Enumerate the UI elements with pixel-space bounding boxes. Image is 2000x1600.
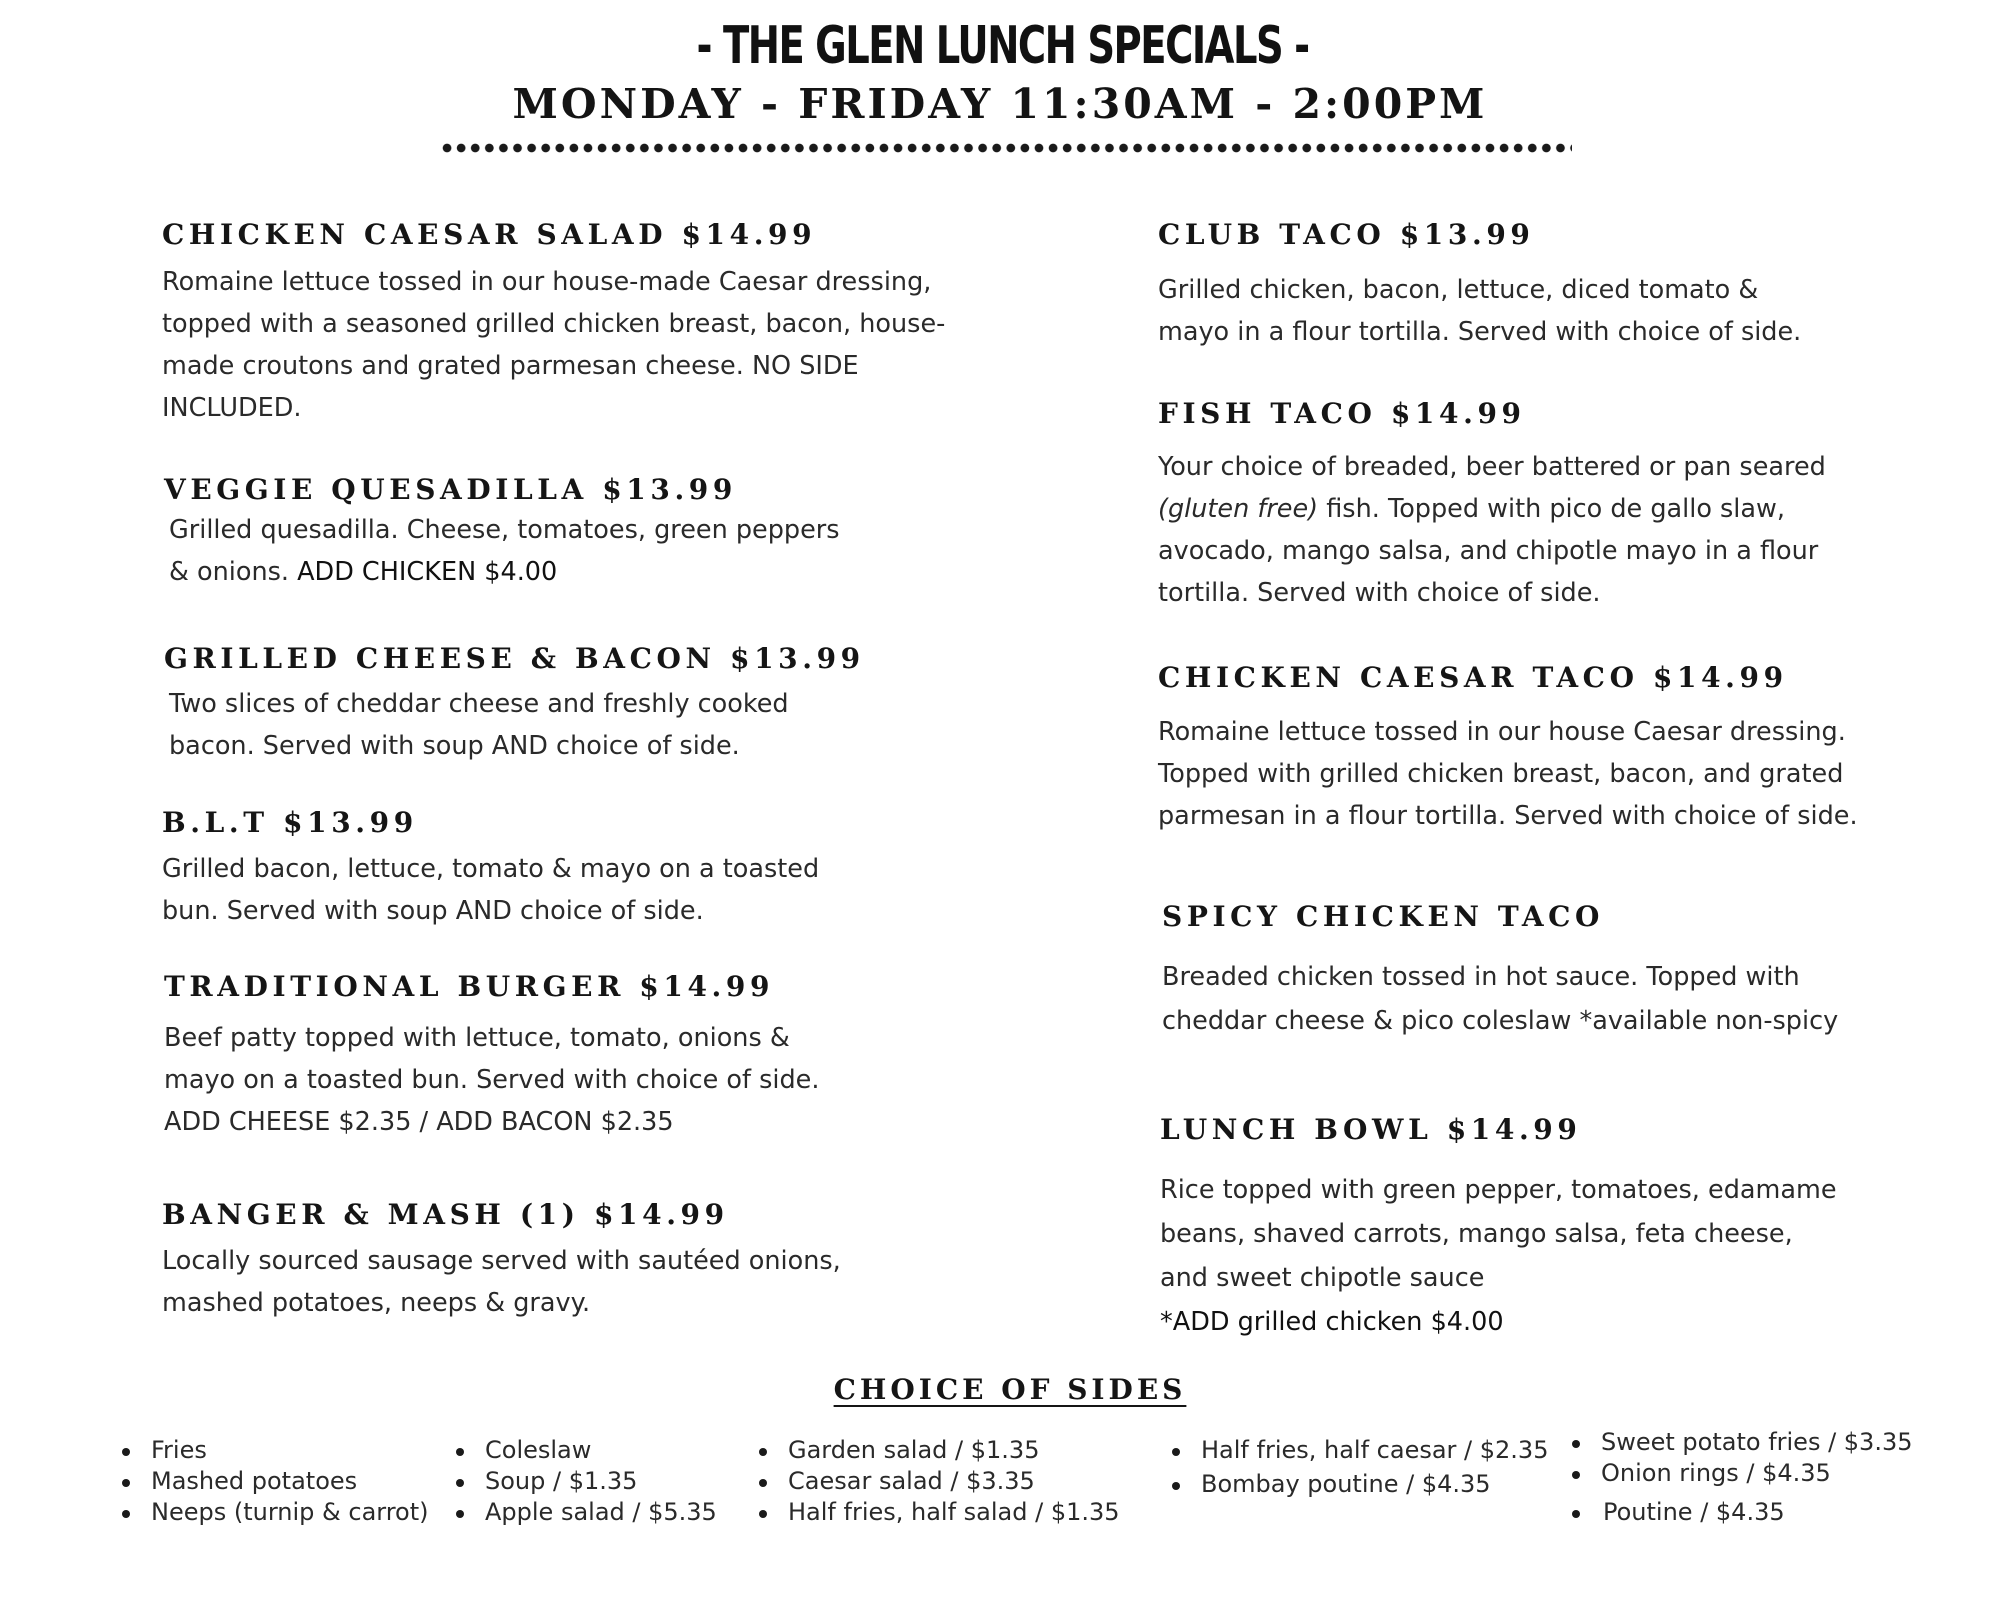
item-title: CHICKEN CAESAR SALAD $14.99 [162, 218, 817, 251]
sides-list [1568, 1427, 1913, 1528]
dotted-divider [440, 143, 1572, 153]
item-description-text: Your choice of breaded, beer battered or pan seared [1158, 452, 1826, 482]
item-description [164, 509, 840, 593]
item-title: CHICKEN CAESAR TACO $14.99 [1158, 661, 1788, 694]
menu-hours: MONDAY - FRIDAY 11:30AM - 2:00PM [512, 80, 1488, 128]
list-item: Sweet potato fries / $3.35 [1568, 1427, 1913, 1458]
item-title: VEGGIE QUESADILLA $13.99 [164, 473, 737, 506]
menu-item-grilled-cheese-bacon [164, 642, 865, 767]
sides-list [755, 1435, 1120, 1528]
item-description: Grilled bacon, lettuce, tomato & mayo on a toasted bun. Served with soup AND choice of side. [162, 854, 820, 926]
item-title: LUNCH BOWL $14.99 [1160, 1113, 1582, 1146]
list-item: Poutine / $4.35 [1568, 1497, 1913, 1528]
item-description [1160, 1168, 1837, 1344]
list-item: Bombay poutine / $4.35 [1168, 1469, 1548, 1500]
sides-list [118, 1435, 429, 1528]
item-description: Grilled chicken, bacon, lettuce, diced tomato & mayo in a flour tortilla. Served with choice of side. [1158, 275, 1802, 347]
sides-list [1168, 1435, 1548, 1500]
sides-heading: CHOICE OF SIDES [833, 1373, 1187, 1406]
gluten-free-note: (gluten free) [1158, 494, 1319, 524]
item-description: Beef patty topped with lettuce, tomato, onions & mayo on a toasted bun. Served with choice of side. ADD CHEESE $2.35 / ADD BACON $2.35 [164, 1023, 820, 1137]
menu-item-chicken-caesar-taco [1158, 661, 1858, 837]
item-title: FISH TACO $14.99 [1158, 397, 1526, 430]
menu-item-veggie-quesadilla [164, 473, 840, 593]
item-description: Two slices of cheddar cheese and freshly cooked bacon. Served with soup AND choice of side. [169, 689, 789, 761]
item-title: TRADITIONAL BURGER $14.99 [164, 970, 775, 1003]
item-title: BANGER & MASH (1) $14.99 [162, 1198, 729, 1231]
menu-item-club-taco [1158, 218, 1801, 353]
item-description: Locally sourced sausage served with sautéed onions, mashed potatoes, neeps & gravy. [162, 1246, 841, 1318]
menu-item-traditional-burger [164, 970, 819, 1143]
item-title: SPICY CHICKEN TACO [1162, 900, 1605, 933]
menu-item-blt [162, 806, 819, 932]
list-item: Garden salad / $1.35 [755, 1435, 1120, 1466]
item-addon: ADD CHICKEN $4.00 [297, 557, 558, 587]
item-title: B.L.T $13.99 [162, 806, 418, 839]
list-item: Onion rings / $4.35 [1568, 1458, 1913, 1489]
item-description: Romaine lettuce tossed in our house-made Caesar dressing, topped with a seasoned grilled chicken breast, bacon, house- made croutons and grated parmesan cheese. NO SIDE INCLUDED. [162, 267, 946, 423]
menu-item-fish-taco [1158, 397, 1826, 614]
list-item: Caesar salad / $3.35 [755, 1466, 1120, 1497]
item-title: CLUB TACO $13.99 [1158, 218, 1535, 251]
item-title: GRILLED CHEESE & BACON $13.99 [164, 642, 865, 675]
list-item: Half fries, half salad / $1.35 [755, 1497, 1120, 1528]
menu-item-banger-mash [162, 1198, 841, 1324]
list-item: Apple salad / $5.35 [452, 1497, 717, 1528]
list-item: Soup / $1.35 [452, 1466, 717, 1497]
list-item: Half fries, half caesar / $2.35 [1168, 1435, 1548, 1466]
item-description: Breaded chicken tossed in hot sauce. Topped with cheddar cheese & pico coleslaw *available non-spicy [1162, 962, 1839, 1036]
menu-title: - THE GLEN LUNCH SPECIALS - [696, 16, 1309, 76]
item-addon: *ADD grilled chicken $4.00 [1160, 1307, 1504, 1337]
list-item: Mashed potatoes [118, 1466, 429, 1497]
item-description [1158, 446, 1826, 614]
list-item: Coleslaw [452, 1435, 717, 1466]
list-item: Fries [118, 1435, 429, 1466]
menu-item-lunch-bowl [1160, 1113, 1837, 1344]
list-item: Neeps (turnip & carrot) [118, 1497, 429, 1528]
item-description-text: Rice topped with green pepper, tomatoes, edamame beans, shaved carrots, mango salsa, feta cheese, and sweet chipotle sauce [1160, 1175, 1837, 1293]
menu-item-spicy-chicken-taco [1162, 900, 1838, 1043]
sides-list [452, 1435, 717, 1528]
menu-item-chicken-caesar-salad [162, 218, 945, 429]
item-description: Romaine lettuce tossed in our house Caesar dressing. Topped with grilled chicken breast, bacon, and grated parmesan in a flour tortilla. Served with choice of side. [1158, 717, 1858, 831]
item-description-text: fish. Topped with pico de gallo slaw, avocado, mango salsa, and chipotle mayo in a flour tortilla. Served with choice of side. [1158, 494, 1819, 608]
item-description-text: Grilled quesadilla. Cheese, tomatoes, green peppers & onions. [169, 515, 840, 587]
